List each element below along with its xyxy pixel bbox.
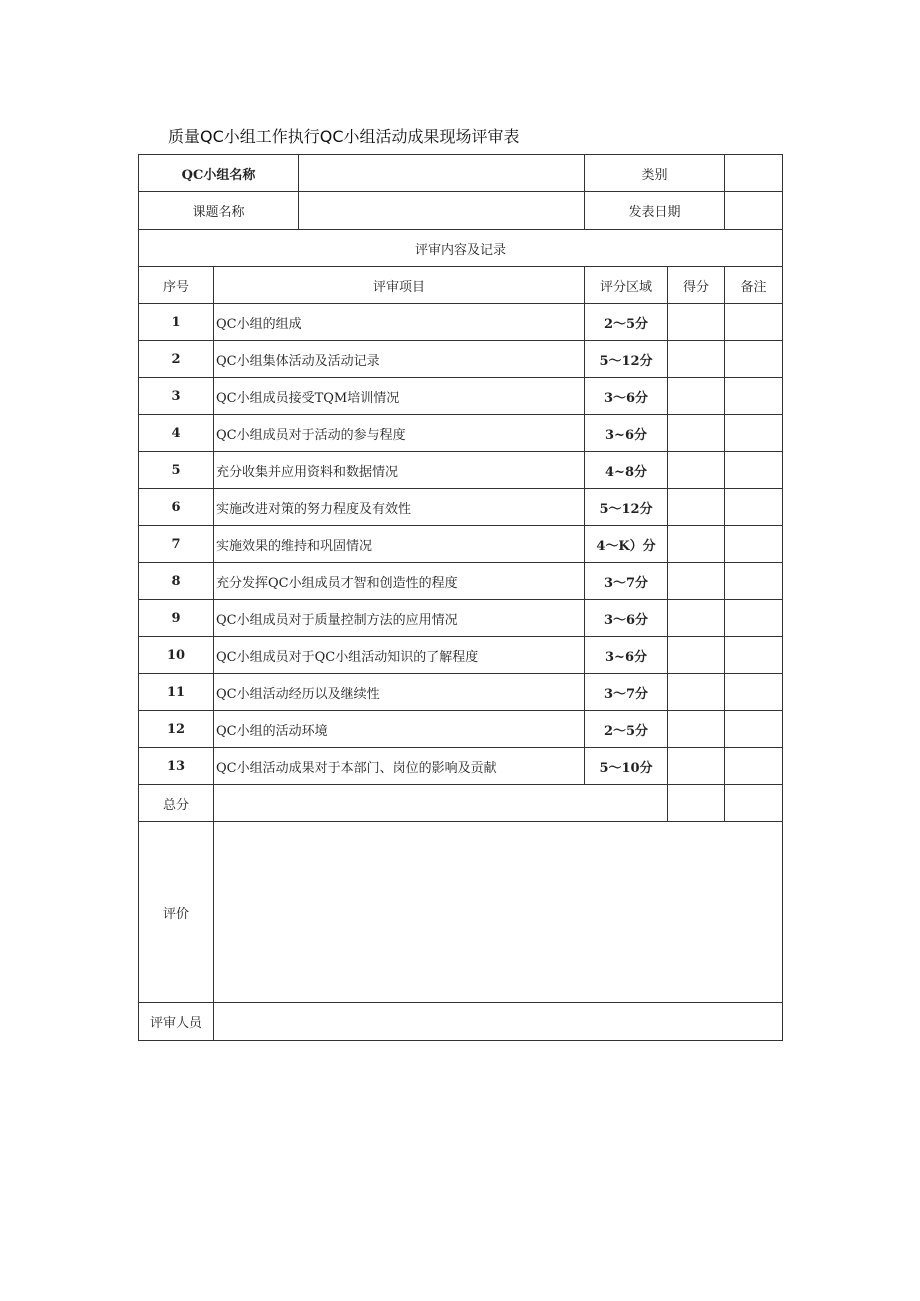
category-label: 类别 xyxy=(585,155,725,192)
table-row xyxy=(139,637,783,674)
note-cell[interactable] xyxy=(725,674,783,711)
item-text: QC小组成员接受TQM培训情况 xyxy=(214,378,585,415)
item-text: QC小组活动成果对于本部门、岗位的影响及贡献 xyxy=(214,748,585,785)
note-cell[interactable] xyxy=(725,600,783,637)
group-name-field[interactable] xyxy=(299,155,585,192)
item-range: 4～K）分 xyxy=(585,526,668,563)
table-row xyxy=(139,415,783,452)
evaluation-row xyxy=(139,822,783,1003)
item-number: 5 xyxy=(139,452,214,489)
note-cell[interactable] xyxy=(725,711,783,748)
reviewer-label: 评审人员 xyxy=(139,1003,214,1041)
date-field[interactable] xyxy=(725,192,783,230)
score-cell[interactable] xyxy=(668,711,725,748)
col-range-header: 评分区域 xyxy=(585,267,668,304)
total-row xyxy=(139,785,783,822)
section-title: 评审内容及记录 xyxy=(139,230,783,267)
evaluation-field[interactable] xyxy=(214,822,783,1003)
score-cell[interactable] xyxy=(668,674,725,711)
topic-field[interactable] xyxy=(299,192,585,230)
item-range: 2～5分 xyxy=(585,711,668,748)
item-text: 实施改进对策的努力程度及有效性 xyxy=(214,489,585,526)
header-row-group xyxy=(139,155,783,192)
col-score-header: 得分 xyxy=(668,267,725,304)
note-cell[interactable] xyxy=(725,526,783,563)
item-range: 3～6分 xyxy=(585,600,668,637)
table-row xyxy=(139,748,783,785)
note-cell[interactable] xyxy=(725,341,783,378)
item-range: 3～6分 xyxy=(585,378,668,415)
score-cell[interactable] xyxy=(668,637,725,674)
item-text: 充分发挥QC小组成员才智和创造性的程度 xyxy=(214,563,585,600)
item-text: QC小组活动经历以及继续性 xyxy=(214,674,585,711)
date-label: 发表日期 xyxy=(585,192,725,230)
item-number: 12 xyxy=(139,711,214,748)
table-row xyxy=(139,711,783,748)
score-cell[interactable] xyxy=(668,489,725,526)
table-row xyxy=(139,341,783,378)
col-note-header: 备注 xyxy=(725,267,783,304)
total-field[interactable] xyxy=(214,785,668,822)
item-text: QC小组的组成 xyxy=(214,304,585,341)
item-text: 实施效果的维持和巩固情况 xyxy=(214,526,585,563)
item-number: 4 xyxy=(139,415,214,452)
item-text: QC小组成员对于质量控制方法的应用情况 xyxy=(214,600,585,637)
item-number: 2 xyxy=(139,341,214,378)
table-row xyxy=(139,489,783,526)
total-note-cell[interactable] xyxy=(725,785,783,822)
table-row xyxy=(139,526,783,563)
form-title: 质量QC小组工作执行QC小组活动成果现场评审表 xyxy=(168,127,520,146)
header-row-topic xyxy=(139,192,783,230)
note-cell[interactable] xyxy=(725,378,783,415)
total-label: 总分 xyxy=(139,785,214,822)
section-title-row xyxy=(139,230,783,267)
item-text: QC小组集体活动及活动记录 xyxy=(214,341,585,378)
total-score-cell[interactable] xyxy=(668,785,725,822)
note-cell[interactable] xyxy=(725,489,783,526)
table-row xyxy=(139,304,783,341)
table-row xyxy=(139,452,783,489)
evaluation-label: 评价 xyxy=(139,822,214,1003)
score-cell[interactable] xyxy=(668,378,725,415)
item-number: 3 xyxy=(139,378,214,415)
reviewer-row xyxy=(139,1003,783,1041)
score-cell[interactable] xyxy=(668,415,725,452)
item-number: 8 xyxy=(139,563,214,600)
table-row xyxy=(139,378,783,415)
score-cell[interactable] xyxy=(668,341,725,378)
column-header-row xyxy=(139,267,783,304)
item-number: 13 xyxy=(139,748,214,785)
review-form-table xyxy=(138,154,783,1041)
topic-label: 课题名称 xyxy=(139,192,299,230)
note-cell[interactable] xyxy=(725,563,783,600)
item-range: 5～12分 xyxy=(585,489,668,526)
note-cell[interactable] xyxy=(725,304,783,341)
table-row xyxy=(139,563,783,600)
score-cell[interactable] xyxy=(668,304,725,341)
item-range: 3~6分 xyxy=(585,637,668,674)
item-range: 4~8分 xyxy=(585,452,668,489)
item-range: 2～5分 xyxy=(585,304,668,341)
col-index-header: 序号 xyxy=(139,267,214,304)
note-cell[interactable] xyxy=(725,748,783,785)
note-cell[interactable] xyxy=(725,415,783,452)
item-text: QC小组成员对于活动的参与程度 xyxy=(214,415,585,452)
category-field[interactable] xyxy=(725,155,783,192)
score-cell[interactable] xyxy=(668,452,725,489)
item-range: 3～7分 xyxy=(585,674,668,711)
score-cell[interactable] xyxy=(668,748,725,785)
note-cell[interactable] xyxy=(725,452,783,489)
note-cell[interactable] xyxy=(725,637,783,674)
item-range: 5～12分 xyxy=(585,341,668,378)
reviewer-field[interactable] xyxy=(214,1003,783,1041)
item-number: 6 xyxy=(139,489,214,526)
item-number: 9 xyxy=(139,600,214,637)
item-range: 3~6分 xyxy=(585,415,668,452)
item-number: 1 xyxy=(139,304,214,341)
item-range: 5～10分 xyxy=(585,748,668,785)
col-item-header: 评审项目 xyxy=(214,267,585,304)
score-cell[interactable] xyxy=(668,526,725,563)
table-row xyxy=(139,674,783,711)
item-range: 3～7分 xyxy=(585,563,668,600)
item-number: 10 xyxy=(139,637,214,674)
item-text: 充分收集并应用资料和数据情况 xyxy=(214,452,585,489)
table-row xyxy=(139,600,783,637)
score-cell[interactable] xyxy=(668,600,725,637)
item-text: QC小组成员对于QC小组活动知识的了解程度 xyxy=(214,637,585,674)
item-text: QC小组的活动环境 xyxy=(214,711,585,748)
item-number: 11 xyxy=(139,674,214,711)
score-cell[interactable] xyxy=(668,563,725,600)
group-name-label: QC小组名称 xyxy=(139,155,299,192)
item-number: 7 xyxy=(139,526,214,563)
